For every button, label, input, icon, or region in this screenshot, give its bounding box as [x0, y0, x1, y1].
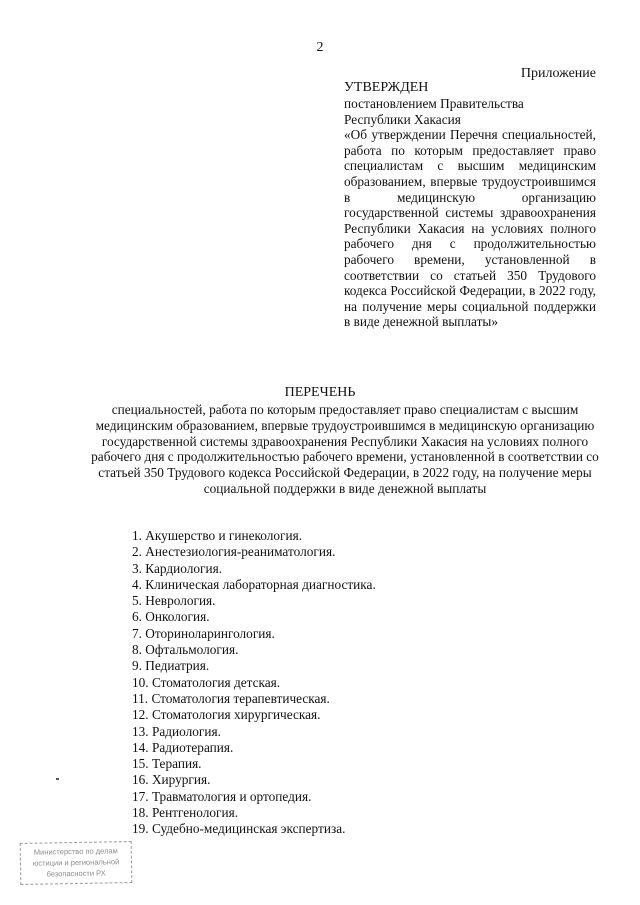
- list-item: 9. Педиатрия.: [132, 658, 210, 674]
- list-item: 6. Онкология.: [132, 609, 210, 625]
- list-item: 5. Неврология.: [132, 593, 216, 609]
- list-item: 2. Анестезиология-реаниматология.: [132, 544, 336, 560]
- list-item: 8. Офтальмология.: [132, 642, 239, 658]
- list-item: 10. Стоматология детская.: [132, 674, 281, 690]
- stamp-line-2: юстиции и региональной: [32, 857, 120, 868]
- list-item: 7. Оториноларингология.: [132, 625, 275, 641]
- list-item: 15. Терапия.: [132, 756, 202, 772]
- stamp-line-1: Министерство по делам: [33, 846, 118, 857]
- list-item: 14. Радиотерапия.: [132, 739, 234, 755]
- approval-line-1: постановлением Правительства: [344, 96, 524, 111]
- list-subtitle: специальностей, работа по которым предоставляет право специалистам с высшим медицинским образованием, впервые трудоустроившимся в медицинскую организацию государственной системы здравоохранения Республики Хакасия на условиях полного рабочего дня с продолжительностью рабочего времени, установленной в соответствии со статьей 350 Трудового кодекса Российской Федерации, в 2022 году, на получение меры социальной поддержки в виде денежной выплаты: [91, 402, 599, 496]
- list-item: 19. Судебно-медицинская экспертиза.: [132, 821, 346, 837]
- list-item: 13. Радиология.: [132, 723, 221, 739]
- approval-block: [344, 80, 596, 330]
- approval-line-2: Республики Хакасия: [344, 111, 461, 127]
- list-item: 16. Хирургия.: [132, 772, 211, 788]
- list-item: 12. Стоматология хирургическая.: [132, 707, 321, 723]
- approval-quote: «Об утверждении Перечня специальностей, работа по которым предоставляет право специалистам с высшим медицинским образованием, впервые трудоустроившимся в медицинскую организацию государственной системы здравоохранения Республики Хакасия на условиях полного рабочего дня с продолжительностью рабочего времени, установленной в соответствии со статьей 350 Трудового кодекса Российской Федерации, в 2022 году, на получение меры социальной поддержки в виде денежной выплаты»: [344, 127, 596, 330]
- list-item: 1. Акушерство и гинекология.: [132, 528, 303, 543]
- scan-speck: [56, 778, 59, 780]
- list-item: 17. Травматология и ортопедия.: [132, 788, 312, 804]
- approval-title: УТВЕРЖДЕН: [344, 80, 429, 95]
- registration-stamp: [20, 841, 133, 885]
- list-item: 3. Кардиология.: [132, 560, 223, 576]
- page-number: 2: [316, 40, 324, 55]
- appendix-label: Приложение: [520, 66, 596, 81]
- list-title: ПЕРЕЧЕНЬ: [284, 385, 356, 400]
- specialty-list: [132, 528, 376, 838]
- stamp-line-3: безопасности РХ: [46, 868, 106, 879]
- list-item: 11. Стоматология терапевтическая.: [132, 690, 330, 706]
- list-item: 18. Рентгенология.: [132, 805, 239, 821]
- list-item: 4. Клиническая лабораторная диагностика.: [132, 576, 376, 592]
